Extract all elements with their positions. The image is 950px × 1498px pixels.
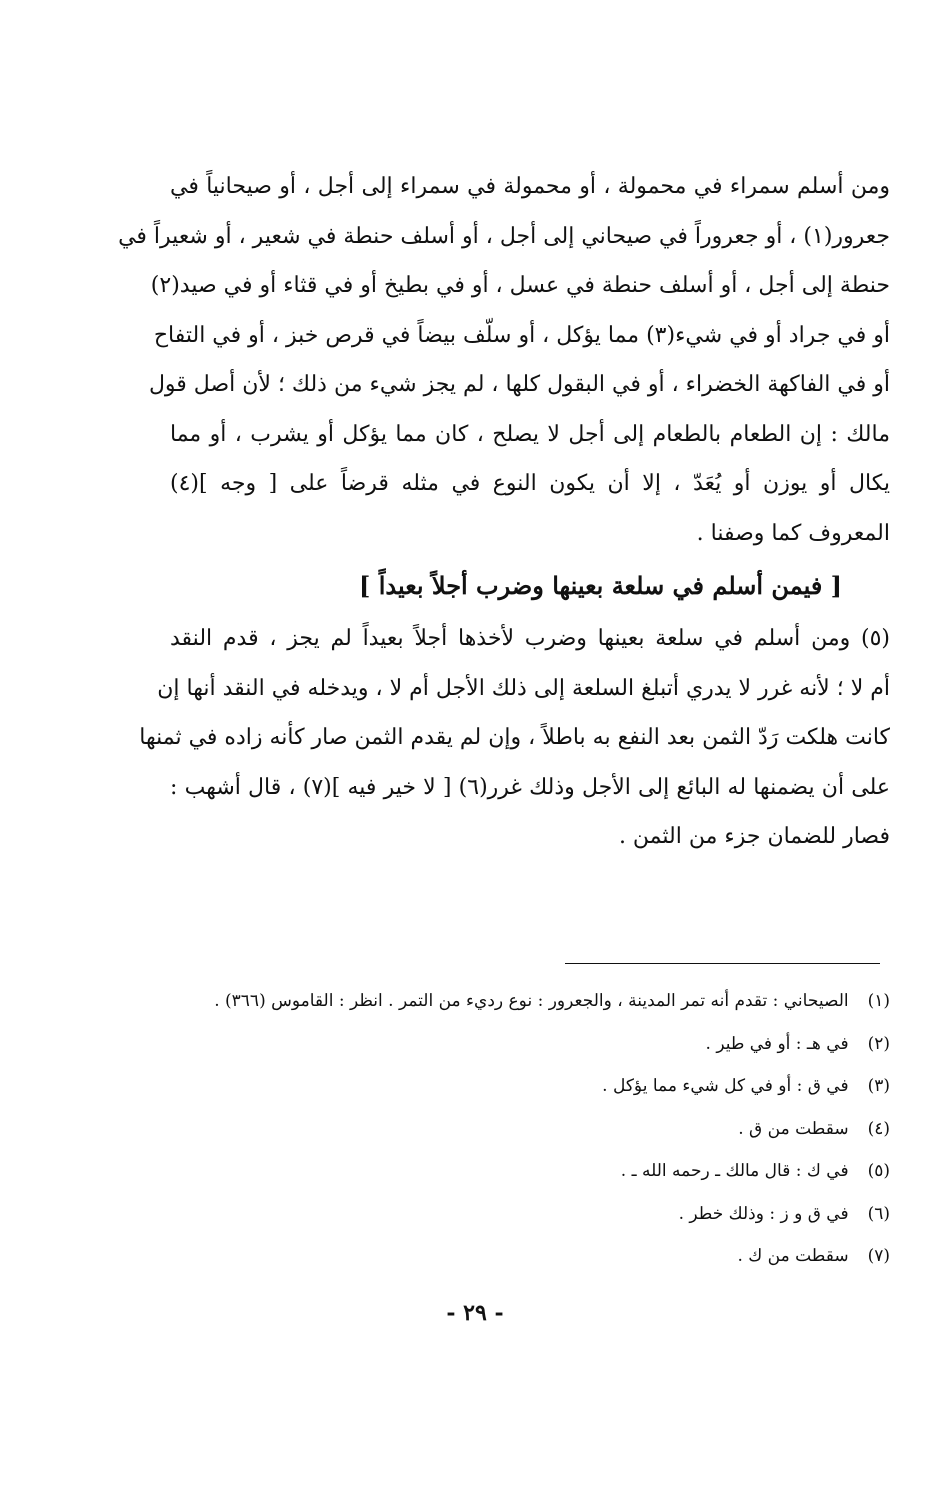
- text-line: مالك : إن الطعام بالطعام إلى أجل لا يصلح ، كان مما يؤكل أو يشرب ، أو مما: [170, 421, 890, 447]
- footnote: [120, 1193, 890, 1236]
- text-line: أم لا ؛ لأنه غرر لا يدري أتبلغ السلعة إلى ذلك الأجل أم لا ، ويدخله في النقد أنها إن: [157, 675, 890, 701]
- footnote: [120, 1065, 890, 1108]
- text-line: حنطة إلى أجل ، أو أسلف حنطة في عسل ، أو في بطيخ أو في قثاء أو في صيد(٢): [150, 273, 890, 298]
- text-line: أو في جراد أو في شيء(٣) مما يؤكل ، أو سلّف بيضاً في قرص خبز ، أو في التفاح: [153, 322, 890, 348]
- footnote: [120, 1150, 890, 1193]
- footnote-text: في ق : أو في كل شيء مما يؤكل .: [602, 1076, 849, 1096]
- text-line: فصار للضمان جزء من الثمن .: [618, 824, 890, 849]
- section-heading: [ فيمن أسلم في سلعة بعينها وضرب أجلاً بعيداً ]: [359, 571, 842, 600]
- footnote: [120, 1108, 890, 1151]
- text-line: يكال أو يوزن أو يُعَدّ ، إلا أن يكون النوع في مثله قرضاً على [ وجه ](٤): [170, 471, 890, 496]
- footnote-number: (٧): [867, 1246, 890, 1266]
- text-line: على أن يضمنها له البائع إلى الأجل وذلك غرر(٦) [ لا خير فيه ](٧) ، قال أشهب :: [170, 774, 891, 800]
- footnote: [120, 1235, 890, 1278]
- text-line: جعرور(١) ، أو جعروراً في صيحاني إلى أجل ، أو أسلف حنطة في شعير ، أو شعيراً في: [118, 223, 890, 249]
- text-line: أو في الفاكهة الخضراء ، أو في البقول كلها ، لم يجز شيء من ذلك ؛ لأن أصل قول: [148, 372, 890, 397]
- footnote-text: الصيحاني : تقدم أنه تمر المدينة ، والجعرور : نوع رديء من التمر . انظر : القاموس (٣٦٦) .: [214, 991, 849, 1011]
- text-line: كانت هلكت رَدّ الثمن بعد النفع به باطلاً ، وإن لم يقدم الثمن صار كأنه زاده في ثمنها: [139, 725, 890, 750]
- footnote-number: (٢): [867, 1033, 890, 1054]
- footnote: [120, 1023, 890, 1066]
- text-line: ومن أسلم سمراء في محمولة ، أو محمولة في سمراء إلى أجل ، أو صيحانياً في: [170, 174, 890, 199]
- footnote-text: في ق و ز : وذلك خطر .: [678, 1203, 849, 1224]
- footnote-text: في ك : قال مالك ـ رحمه الله ـ .: [620, 1161, 849, 1181]
- footnote-number: (٦): [867, 1203, 890, 1224]
- footnotes: [120, 980, 890, 1278]
- footnote-text: سقطت من ق .: [738, 1118, 849, 1139]
- text-line: المعروف كما وصفنا .: [696, 520, 890, 546]
- footnote-number: (٣): [867, 1076, 890, 1096]
- footnote-divider: [565, 963, 880, 964]
- main-text: [118, 162, 891, 862]
- footnote-number: (٤): [867, 1118, 890, 1139]
- footnote-text: سقطت من ك .: [737, 1246, 849, 1266]
- footnote-number: (٥): [867, 1161, 890, 1181]
- footnote-text: في هـ : أو في طير .: [705, 1033, 849, 1054]
- footnote: [120, 980, 890, 1023]
- footnote-number: (١): [867, 991, 890, 1011]
- text-line: (٥) ومن أسلم في سلعة بعينها وضرب لأخذها أجلاً بعيداً لم يجز ، قدم النقد: [170, 626, 890, 651]
- page-number: - ٢٩ -: [446, 1300, 504, 1326]
